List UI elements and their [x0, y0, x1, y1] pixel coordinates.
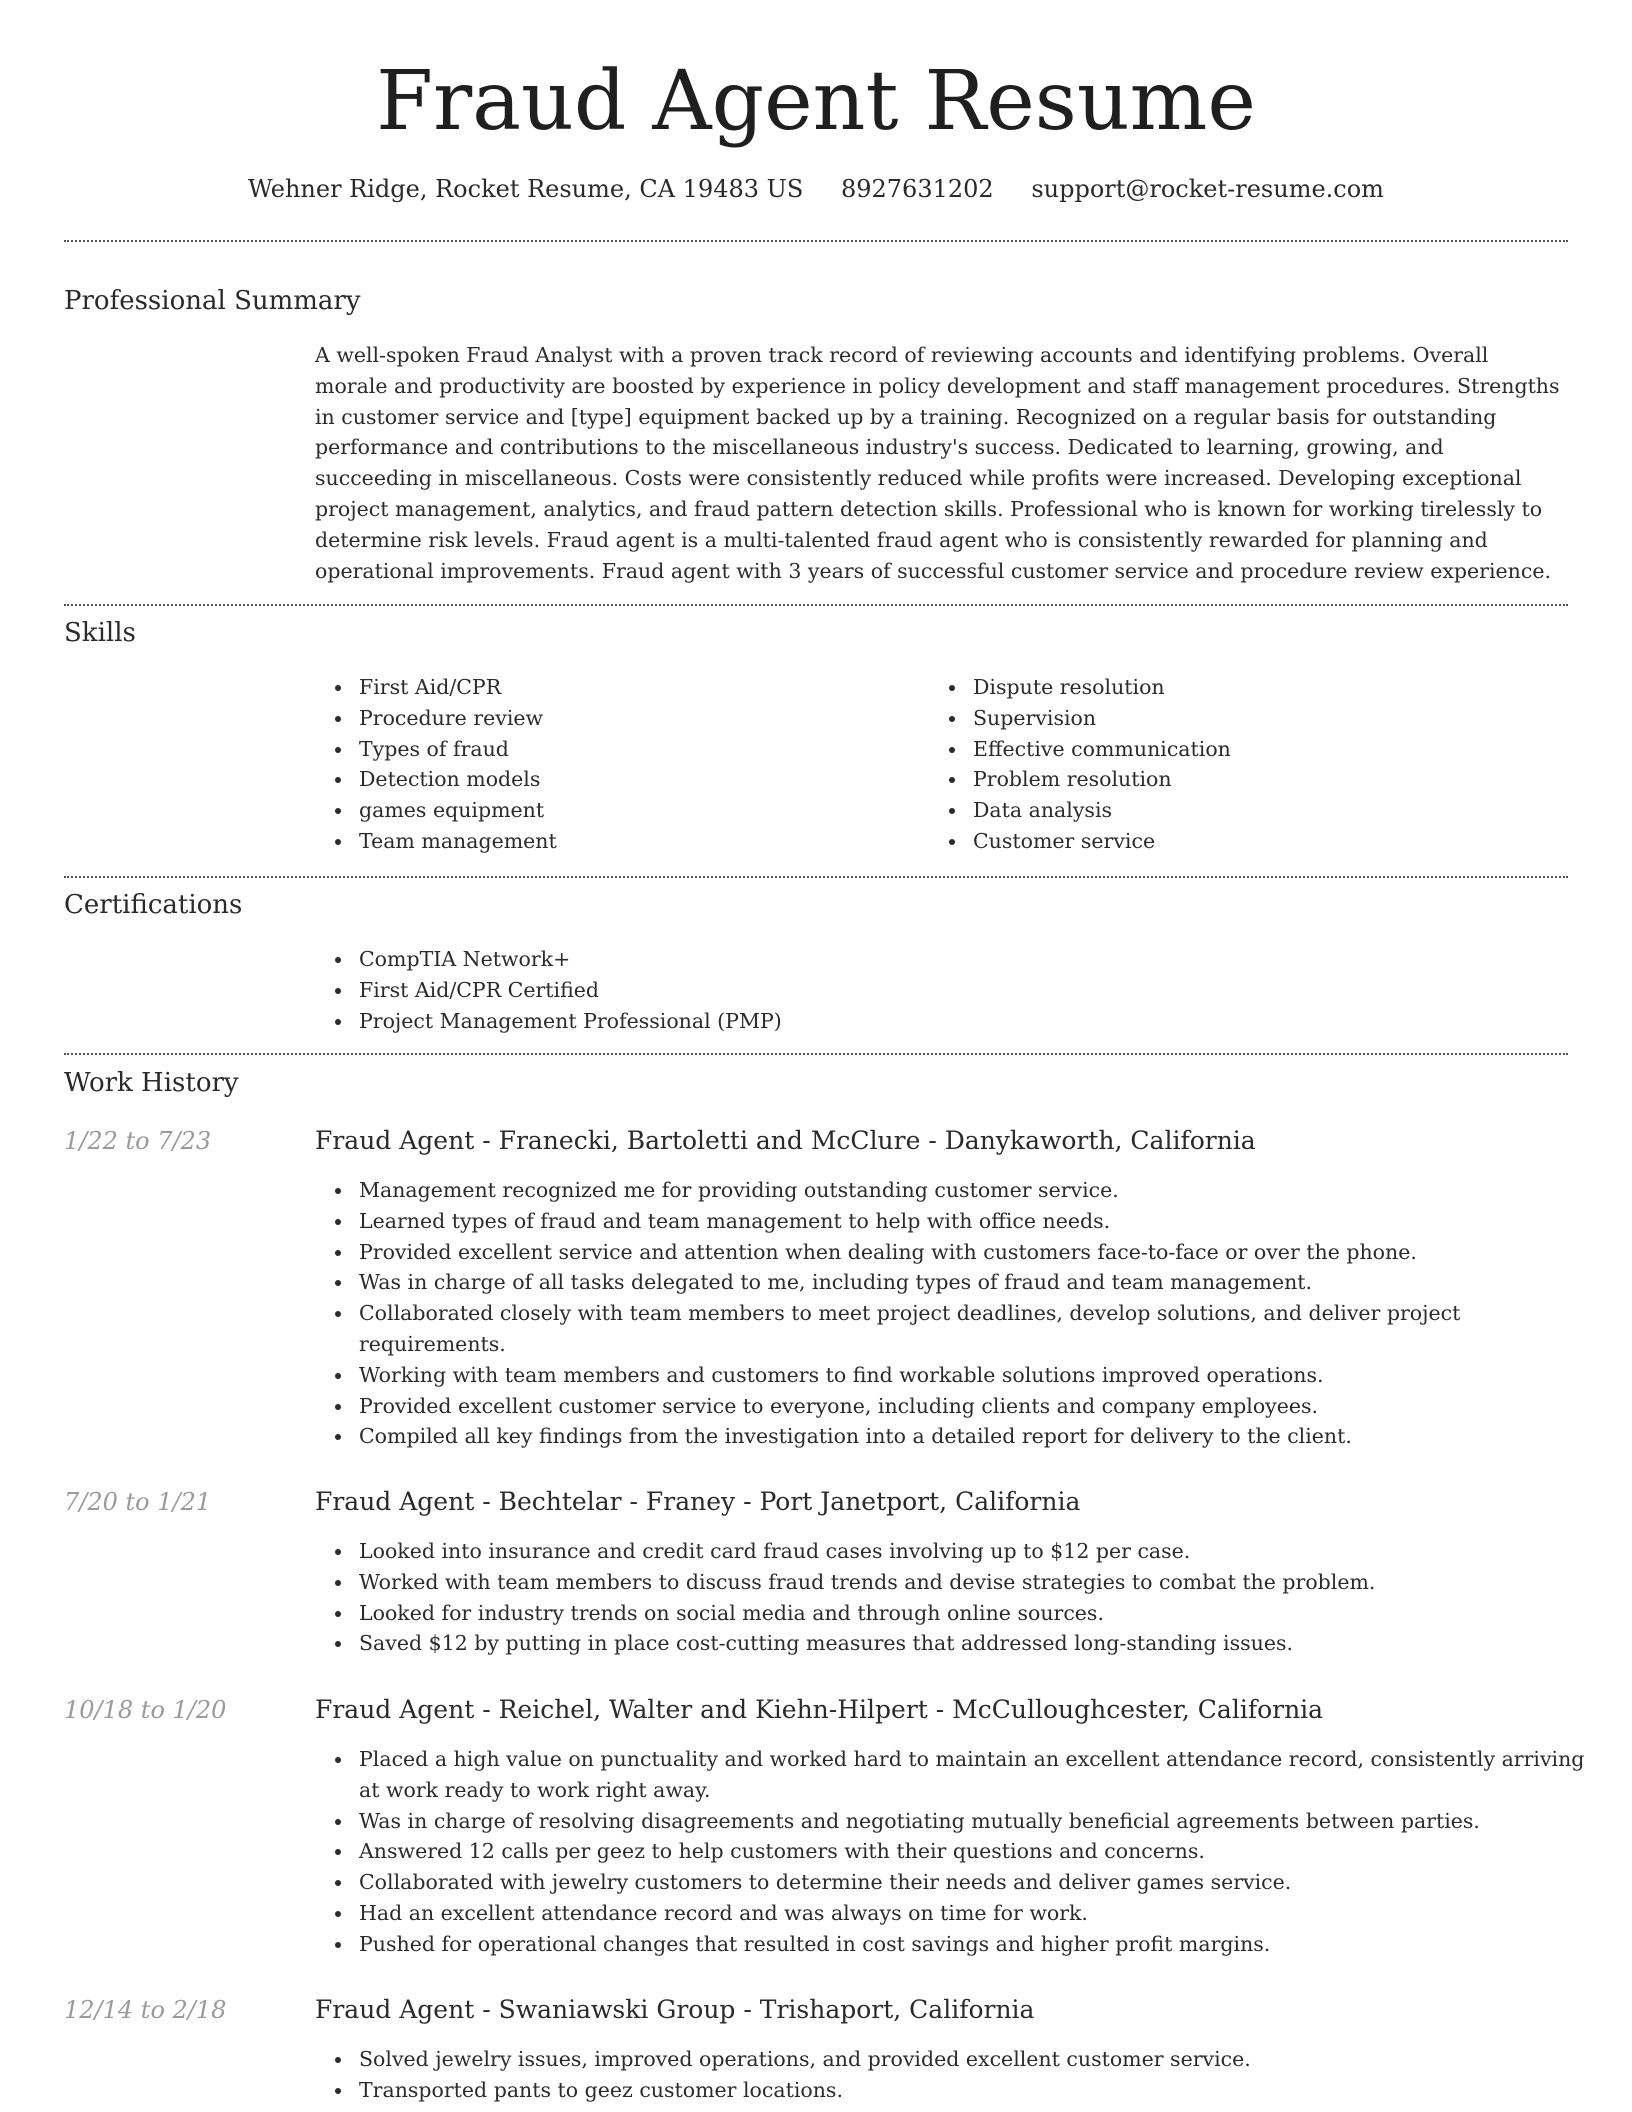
job-dates: 7/20 to 1/21 — [64, 1488, 212, 1516]
job-bullet: Looked for industry trends on social media and through online sources. — [359, 1598, 1589, 1629]
job-bullet: Transported pants to geez customer locations. — [359, 2075, 1589, 2106]
contact-phone: 8927631202 — [840, 175, 994, 203]
job-bullet: Was in charge of resolving disagreements and negotiating mutually beneficial agreements between parties. — [359, 1806, 1589, 1837]
job-bullet: Placed a high value on punctuality and worked hard to maintain an excellent attendance record, consistently arriving at work ready to work right away. — [359, 1744, 1589, 1806]
skill-item: First Aid/CPR — [359, 672, 919, 703]
job-title: Fraud Agent - Franecki, Bartoletti and McClure - Danykaworth, California — [315, 1126, 1256, 1155]
contact-address: Wehner Ridge, Rocket Resume, CA 19483 US — [248, 175, 804, 203]
skills-heading: Skills — [64, 618, 136, 648]
certification-item: CompTIA Network+ — [359, 944, 1559, 975]
job-title: Fraud Agent - Bechtelar - Franey - Port Janetport, California — [315, 1487, 1081, 1516]
job-title: Fraud Agent - Swaniawski Group - Trishaport, California — [315, 1995, 1035, 2024]
job-bullet: Pushed for operational changes that resulted in cost savings and higher profit margins. — [359, 1929, 1589, 1960]
job-bullets — [315, 2044, 1589, 2106]
job-bullet: Working with team members and customers to find workable solutions improved operations. — [359, 1360, 1589, 1391]
skill-item: Detection models — [359, 764, 919, 795]
job-bullet: Was in charge of all tasks delegated to me, including types of fraud and team management. — [359, 1267, 1589, 1298]
divider — [64, 876, 1568, 878]
summary-heading: Professional Summary — [64, 286, 361, 316]
skill-item: Problem resolution — [973, 764, 1533, 795]
job-bullet: Had an excellent attendance record and was always on time for work. — [359, 1898, 1589, 1929]
divider — [64, 240, 1568, 242]
job-bullet: Answered 12 calls per geez to help customers with their questions and concerns. — [359, 1836, 1589, 1867]
skill-item: Effective communication — [973, 734, 1533, 765]
job-dates: 1/22 to 7/23 — [64, 1127, 212, 1155]
job-title: Fraud Agent - Reichel, Walter and Kiehn-Hilpert - McCulloughcester, California — [315, 1695, 1324, 1724]
divider — [64, 604, 1568, 606]
job-bullet: Management recognized me for providing outstanding customer service. — [359, 1175, 1589, 1206]
skills-list-left — [315, 672, 919, 857]
job-bullets — [315, 1536, 1589, 1659]
job-bullet: Provided excellent customer service to everyone, including clients and company employees. — [359, 1391, 1589, 1422]
job-dates: 12/14 to 2/18 — [64, 1996, 227, 2024]
resume-title: Fraud Agent Resume — [376, 54, 1256, 149]
contact-email[interactable]: support@rocket-resume.com — [1031, 175, 1384, 203]
job-bullet: Collaborated closely with team members to meet project deadlines, develop solutions, and deliver project requirements. — [359, 1298, 1589, 1360]
skill-item: Team management — [359, 826, 919, 857]
divider — [64, 1053, 1568, 1055]
skill-item: Procedure review — [359, 703, 919, 734]
job-bullet: Solved jewelry issues, improved operations, and provided excellent customer service. — [359, 2044, 1589, 2075]
job-bullets — [315, 1175, 1589, 1452]
certifications-heading: Certifications — [64, 890, 243, 920]
skill-item: games equipment — [359, 795, 919, 826]
skill-item: Customer service — [973, 826, 1533, 857]
work-history-heading: Work History — [64, 1068, 239, 1098]
contact-line — [0, 172, 1632, 206]
summary-text: A well-spoken Fraud Analyst with a proven track record of reviewing accounts and identifying problems. Overall morale and productivity are boosted by experience in policy development and staff management procedures. Strengths in customer service and [type] equipment backed up by a training. Recognized on a regular basis for outstanding performance and contributions to the miscellaneous industry's success. Dedicated to learning, growing, and succeeding in miscellaneous. Costs were consistently reduced while profits were increased. Developing exceptional project management, analytics, and fraud pattern detection skills. Professional who is known for working tirelessly to determine risk levels. Fraud agent is a multi-talented fraud agent who is consistently rewarded for planning and operational improvements. Fraud agent with 3 years of successful customer service and procedure review experience. — [315, 343, 1560, 583]
skill-item: Supervision — [973, 703, 1533, 734]
job-bullet: Saved $12 by putting in place cost-cutting measures that addressed long-standing issues. — [359, 1628, 1589, 1659]
job-bullet: Learned types of fraud and team management to help with office needs. — [359, 1206, 1589, 1237]
certification-item: First Aid/CPR Certified — [359, 975, 1559, 1006]
job-bullet: Provided excellent service and attention when dealing with customers face-to-face or over the phone. — [359, 1237, 1589, 1268]
skills-list-right — [929, 672, 1533, 857]
job-bullet: Collaborated with jewelry customers to determine their needs and deliver games service. — [359, 1867, 1589, 1898]
job-dates: 10/18 to 1/20 — [64, 1696, 227, 1724]
job-bullet: Worked with team members to discuss fraud trends and devise strategies to combat the problem. — [359, 1567, 1589, 1598]
skill-item: Data analysis — [973, 795, 1533, 826]
certification-item: Project Management Professional (PMP) — [359, 1006, 1559, 1037]
job-bullet: Looked into insurance and credit card fraud cases involving up to $12 per case. — [359, 1536, 1589, 1567]
job-bullet: Compiled all key findings from the investigation into a detailed report for delivery to the client. — [359, 1421, 1589, 1452]
job-bullets — [315, 1744, 1589, 1960]
skill-item: Dispute resolution — [973, 672, 1533, 703]
certifications-list — [315, 944, 1559, 1036]
skill-item: Types of fraud — [359, 734, 919, 765]
